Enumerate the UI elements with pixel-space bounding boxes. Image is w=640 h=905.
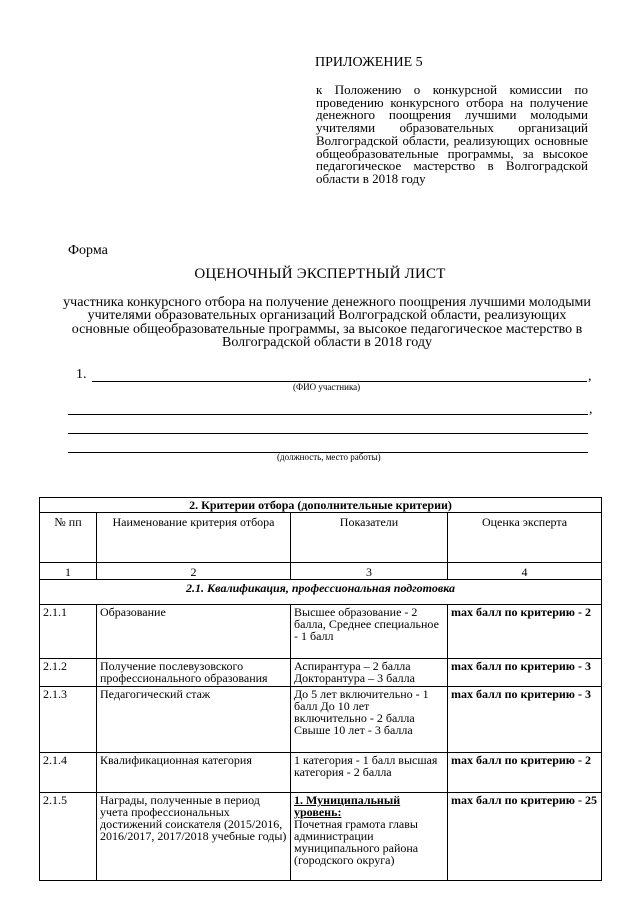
position-caption: (должность, место работы) (277, 452, 381, 462)
row-num: 2.1.2 (40, 659, 97, 687)
row-criterion: Педагогический стаж (97, 687, 291, 753)
table-header: 2. Критерии отбора (дополнительные критерии) (40, 498, 602, 513)
section-title: 2.1. Квалификация, профессиональная подготовка (40, 580, 602, 605)
section-row (40, 580, 602, 605)
fio-comma: , (588, 369, 592, 384)
col-header-score: Оценка эксперта (448, 513, 602, 563)
row-criterion: Награды, полученные в период учета профессиональных достижений соискателя (2015/2016, 2016/2017, 2017/2018 учебные годы) (97, 793, 291, 881)
col-number-4: 4 (448, 563, 602, 580)
column-numbers-row (40, 563, 602, 580)
table-row (40, 659, 602, 687)
column-headers-row (40, 513, 602, 563)
appendix-text: к Положению о конкурсной комиссии по проведению конкурсного отбора на получение денежного поощрения лучшими молодыми учителями образовательных организаций Волгоградской области, реализующих основные общеобразовательные программы, за высокое педагогическое мастерство в Волгоградской области в 2018 году (316, 82, 588, 186)
appendix-title: ПРИЛОЖЕНИЕ 5 (315, 55, 423, 70)
row-score: max балл по критерию - 25 (448, 793, 602, 881)
col-number-3: 3 (291, 563, 448, 580)
position-line-1 (68, 414, 588, 415)
document-title: ОЦЕНОЧНЫЙ ЭКСПЕРТНЫЙ ЛИСТ (194, 266, 446, 282)
row-num: 2.1.5 (40, 793, 97, 881)
field-number: 1. (76, 367, 87, 382)
col-header-num: № пп (40, 513, 97, 563)
row-num: 2.1.3 (40, 687, 97, 753)
row-num: 2.1.1 (40, 605, 97, 659)
col-number-1: 1 (40, 563, 97, 580)
table-header-row (40, 498, 602, 513)
table-row (40, 793, 602, 881)
col-header-indicators: Показатели (291, 513, 448, 563)
row-score: max балл по критерию - 3 (448, 687, 602, 753)
row-criterion: Квалификационная категория (97, 753, 291, 793)
criteria-table (39, 497, 602, 881)
fio-caption: (ФИО участника) (293, 382, 361, 392)
table-row (40, 687, 602, 753)
col-header-name: Наименование критерия отбора (97, 513, 291, 563)
document-subtitle: участника конкурсного отбора на получение денежного поощрения лучшими молодыми учителями образовательных организаций Волгоградской области, реализующих основные общеобразовательные программы, за высокое педагогическое мастерство в Волгоградской области в 2018 году (63, 295, 591, 351)
row-num: 2.1.4 (40, 753, 97, 793)
row-score: max балл по критерию - 2 (448, 753, 602, 793)
row-indicators: Аспирантура – 2 балла Докторантура – 3 балла (291, 659, 448, 687)
row-indicators: Почетная грамота главы администрации муниципального района (городского округа) (294, 817, 419, 867)
position-comma: , (589, 402, 593, 417)
form-label: Форма (68, 243, 108, 258)
row-indicators-heading: 1. Муниципальный уровень: (294, 793, 401, 819)
row-score: max балл по критерию - 2 (448, 605, 602, 659)
table-row (40, 605, 602, 659)
table-row (40, 753, 602, 793)
row-indicators: 1 категория - 1 балл высшая категория - 2 балла (291, 753, 448, 793)
row-indicators-cell (291, 793, 448, 881)
row-criterion: Образование (97, 605, 291, 659)
position-line-2 (68, 433, 588, 434)
row-indicators: Высшее образование - 2 балла, Среднее специальное - 1 балл (291, 605, 448, 659)
row-score: max балл по критерию - 3 (448, 659, 602, 687)
row-indicators: До 5 лет включительно - 1 балл До 10 лет включительно - 2 балла Свыше 10 лет - 3 балла (291, 687, 448, 753)
row-criterion: Получение послевузовского профессионального образования (97, 659, 291, 687)
col-number-2: 2 (97, 563, 291, 580)
